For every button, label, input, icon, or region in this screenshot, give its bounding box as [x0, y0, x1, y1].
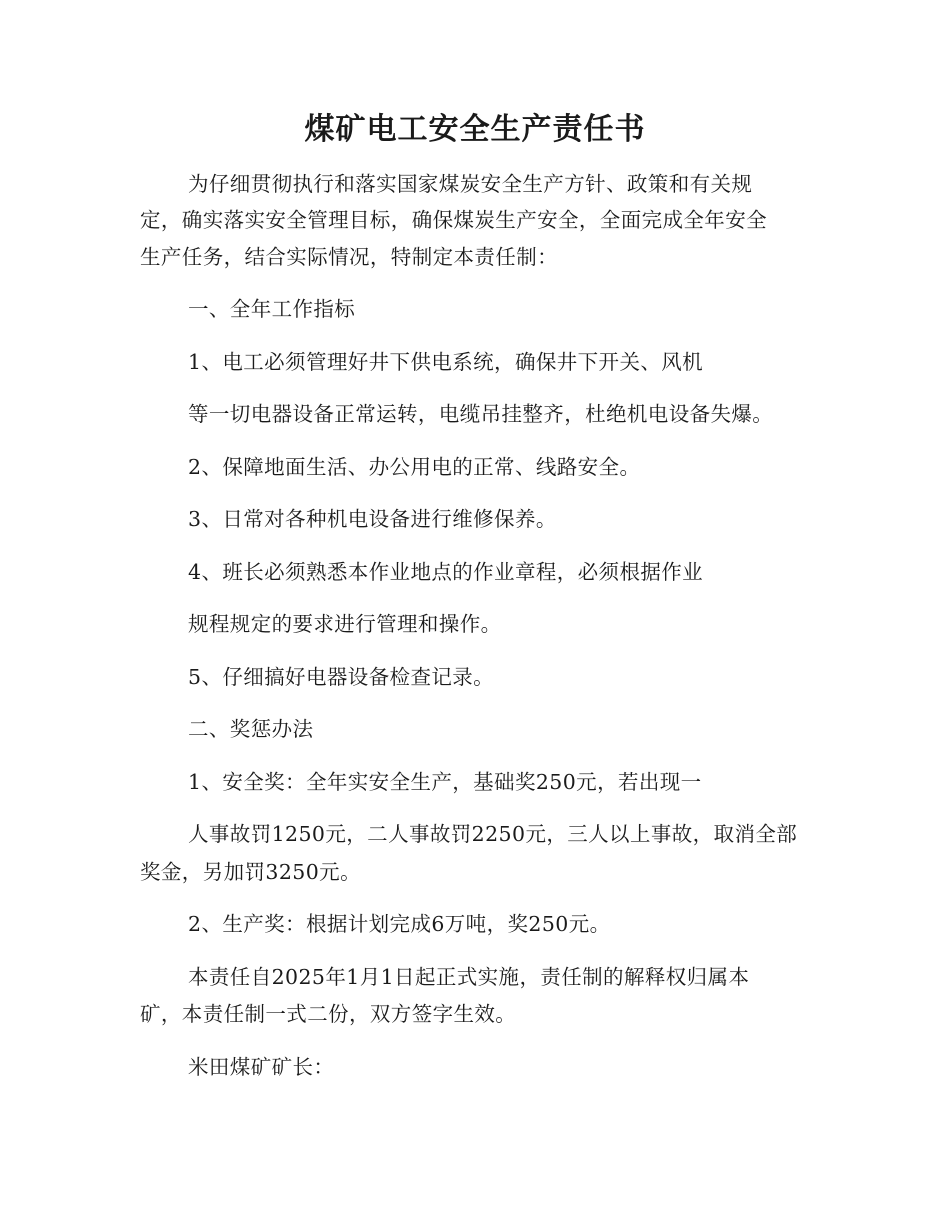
- target-item-4-line-1: 4、班长必须熟悉本作业地点的作业章程，必须根据作业: [188, 560, 704, 584]
- target-item-1-line-1: 1、电工必须管理好井下供电系统，确保井下开关、风机: [188, 350, 704, 374]
- effective-clause-line-2: 矿，本责任制一式二份，双方签字生效。: [140, 1002, 517, 1026]
- target-item-3: 3、日常对各种机电设备进行维修保养。: [188, 507, 557, 531]
- reward-item-1-line-1: 1、安全奖：全年实安全生产，基础奖250元，若出现一: [188, 770, 702, 794]
- paragraph-intro-line-1: 为仔细贯彻执行和落实国家煤炭安全生产方针、政策和有关规: [188, 172, 753, 196]
- effective-clause-line-1: 本责任自2025年1月1日起正式实施，责任制的解释权归属本: [188, 965, 750, 989]
- section-heading-rewards: 二、奖惩办法: [188, 717, 314, 741]
- document-title: 煤矿电工安全生产责任书: [304, 112, 646, 147]
- section-heading-targets: 一、全年工作指标: [188, 297, 356, 321]
- paragraph-intro-line-2: 定，确实落实安全管理目标，确保煤炭生产安全，全面完成全年安全: [140, 208, 767, 232]
- signature-label-mine-director: 米田煤矿矿长：: [188, 1055, 335, 1079]
- target-item-4-line-2: 规程规定的要求进行管理和操作。: [188, 612, 502, 636]
- paragraph-intro-line-3: 生产任务，结合实际情况，特制定本责任制：: [140, 245, 558, 269]
- reward-item-1-line-2: 人事故罚1250元，二人事故罚2250元，三人以上事故，取消全部: [188, 822, 798, 846]
- reward-item-1-line-3: 奖金，另加罚3250元。: [140, 860, 361, 884]
- target-item-1-line-2: 等一切电器设备正常运转，电缆吊挂整齐，杜绝机电设备失爆。: [188, 402, 774, 426]
- target-item-2: 2、保障地面生活、办公用电的正常、线路安全。: [188, 455, 641, 479]
- reward-item-2: 2、生产奖：根据计划完成6万吨，奖250元。: [188, 912, 611, 936]
- target-item-5: 5、仔细搞好电器设备检查记录。: [188, 665, 495, 689]
